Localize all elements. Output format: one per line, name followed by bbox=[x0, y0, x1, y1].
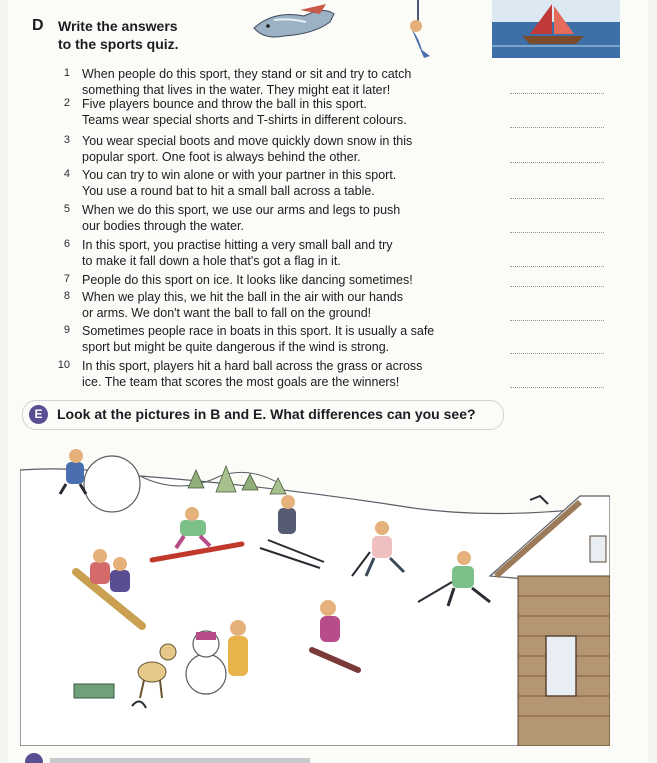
quiz-line: Sometimes people race in boats in this sport. It is usually a safe bbox=[82, 324, 435, 338]
quiz-line: or arms. We don't want the ball to fall on the ground! bbox=[82, 306, 372, 320]
answer-line[interactable] bbox=[510, 127, 604, 128]
quiz-line: Teams wear special shorts and T-shirts in different colours. bbox=[82, 113, 407, 127]
quiz-number: 1 bbox=[63, 67, 70, 79]
section-d-title-line1: Write the answers bbox=[58, 18, 178, 34]
quiz-line: You use a round bat to hit a small ball across a table. bbox=[82, 184, 375, 198]
quiz-number: 8 bbox=[63, 290, 70, 302]
quiz-line: When we do this sport, we use our arms and legs to push bbox=[82, 203, 401, 217]
answer-line[interactable] bbox=[510, 286, 604, 287]
quiz-text bbox=[82, 272, 502, 288]
quiz-text bbox=[82, 358, 502, 390]
workbook-page bbox=[8, 0, 648, 763]
quiz-text bbox=[82, 133, 502, 165]
next-section-cropped bbox=[22, 752, 342, 763]
quiz-line: sport but might be quite dangerous if the wind is strong. bbox=[82, 340, 390, 354]
section-e-banner bbox=[22, 400, 504, 430]
section-e-instruction: Look at the pictures in B and E. What differences can you see? bbox=[57, 406, 476, 422]
answer-line[interactable] bbox=[510, 232, 604, 233]
quiz-number: 2 bbox=[63, 97, 70, 109]
quiz-line: You wear special boots and move quickly down snow in this bbox=[82, 134, 413, 148]
quiz-line: our bodies through the water. bbox=[82, 219, 244, 233]
answer-line[interactable] bbox=[510, 93, 604, 94]
fishing-line-illustration bbox=[410, 0, 430, 58]
answer-line[interactable] bbox=[510, 353, 604, 354]
quiz-line: something that lives in the water. They might eat it later! bbox=[82, 83, 391, 97]
answer-line[interactable] bbox=[510, 266, 604, 267]
quiz-text bbox=[82, 96, 502, 128]
top-illustrations bbox=[234, 0, 622, 60]
quiz-line: to make it fall down a hole that's got a flag in it. bbox=[82, 254, 341, 268]
quiz-line: popular sport. One foot is always behind the other. bbox=[82, 150, 361, 164]
section-d-title-line2: to the sports quiz. bbox=[58, 36, 179, 52]
quiz-line: When people do this sport, they stand or sit and try to catch bbox=[82, 67, 412, 81]
winter-scene-illustration bbox=[20, 436, 610, 746]
answer-line[interactable] bbox=[510, 162, 604, 163]
quiz-line: In this sport, players hit a hard ball across the grass or across bbox=[82, 359, 423, 373]
quiz-line: You can try to win alone or with your partner in this sport. bbox=[82, 168, 397, 182]
quiz-line: In this sport, you practise hitting a very small ball and try bbox=[82, 238, 393, 252]
quiz-text bbox=[82, 66, 502, 98]
section-d-letter: D bbox=[32, 17, 44, 34]
quiz-line: People do this sport on ice. It looks like dancing sometimes! bbox=[82, 273, 413, 287]
quiz-number: 10 bbox=[57, 359, 70, 371]
answer-line[interactable] bbox=[510, 320, 604, 321]
section-d-title bbox=[58, 17, 238, 53]
quiz-number: 6 bbox=[63, 238, 70, 250]
quiz-text bbox=[82, 323, 502, 355]
quiz-number: 3 bbox=[63, 134, 70, 146]
quiz-text bbox=[82, 167, 502, 199]
quiz-number: 4 bbox=[63, 168, 70, 180]
quiz-line: Five players bounce and throw the ball in this sport. bbox=[82, 97, 367, 111]
quiz-text bbox=[82, 202, 502, 234]
quiz-number: 5 bbox=[63, 203, 70, 215]
quiz-number: 9 bbox=[63, 324, 70, 336]
quiz-line: ice. The team that scores the most goals are the winners! bbox=[82, 375, 400, 389]
answer-line[interactable] bbox=[510, 198, 604, 199]
quiz-line: When we play this, we hit the ball in the air with our hands bbox=[82, 290, 404, 304]
quiz-text bbox=[82, 237, 502, 269]
section-e-badge: E bbox=[29, 405, 48, 424]
fish-illustration bbox=[254, 4, 334, 37]
answer-line[interactable] bbox=[510, 387, 604, 388]
quiz-number: 7 bbox=[63, 273, 70, 285]
quiz-text bbox=[82, 289, 502, 321]
sailboat-illustration bbox=[492, 0, 620, 58]
